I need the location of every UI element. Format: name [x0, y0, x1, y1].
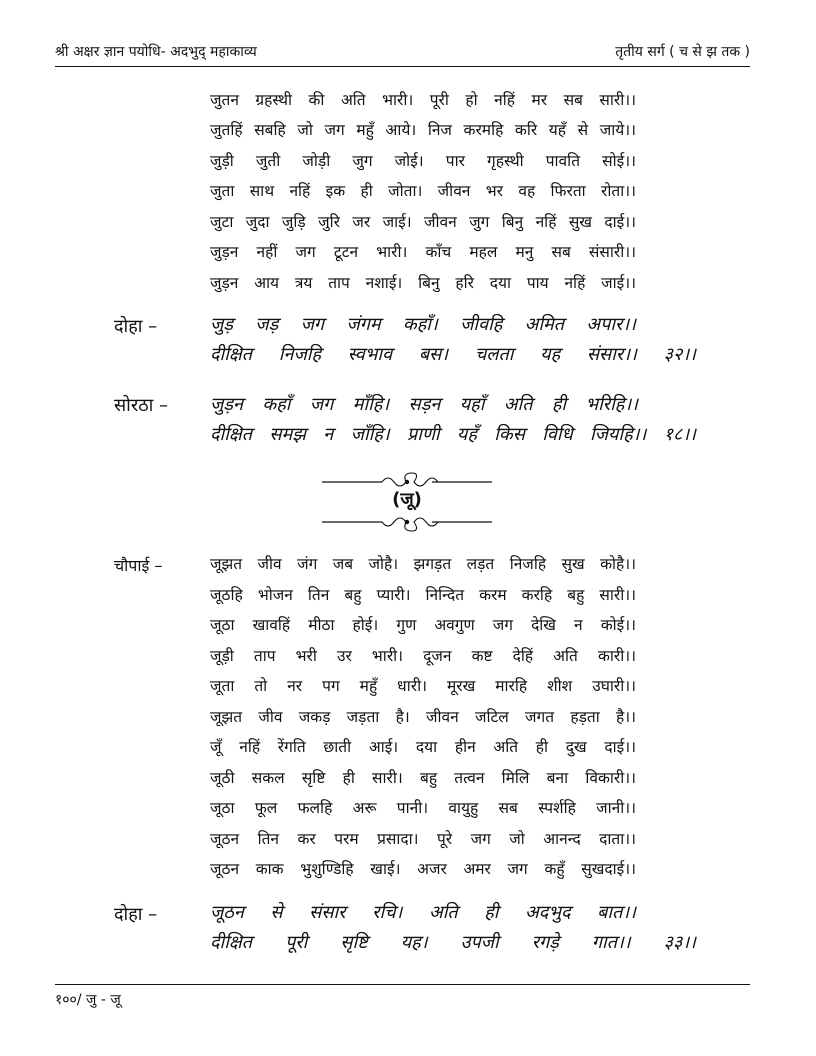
chaupai-line: जूड़ी ताप भरी उर भारी। दूजन कष्ट देहिं अति कारी।। — [210, 647, 636, 665]
running-header-chapter: तृतीय सर्ग ( च से झ तक ) — [615, 44, 750, 60]
ornament-divider-top — [322, 470, 492, 490]
chaupai-line: जूठन काक भुशुण्डिहि खाई। अजर अमर जग कहुँ सुखदाई।। — [210, 860, 636, 878]
chaupai-line: जूँ नहिं रेंगति छाती आई। दया हीन अति ही दुख दाई।। — [210, 738, 636, 756]
doha-line: जुड़ जड़ जग जंगम कहाँ। जीवहि अमित अपार।। — [210, 314, 636, 335]
chaupai-line: जुटा जुदा जुड़ि जुरि जर जाई। जीवन जुग बिनु नहिं सुख दाई।। — [210, 213, 636, 231]
doha-line: जूठन से संसार रचि। अति ही अदभुद बात।। — [210, 902, 636, 923]
header-rule — [55, 66, 750, 67]
doha-line: दीक्षित निजहि स्वभाव बस। चलता यह संसार।। ३२।। — [210, 344, 696, 365]
soratha-label: सोरठा – — [114, 395, 169, 416]
chaupai-line: जूठा खावहिं मीठा होई। गुण अवगुण जग देखि न कोई।। — [210, 616, 636, 634]
chaupai-line: जूठी सकल सृष्टि ही सारी। बहु तत्वन मिलि बना विकारी।। — [210, 769, 636, 787]
chaupai-line: जूता तो नर पग महुँ धारी। मूरख मारहि शीश उघारी।। — [210, 677, 636, 695]
chaupai-line: जूठहि भोजन तिन बहु प्यारी। निन्दित करम करहि बहु सारी।। — [210, 586, 636, 604]
doha-label: दोहा – — [114, 316, 158, 337]
chaupai-line: जूठन तिन कर परम प्रसादा। पूरे जग जो आनन्द दाता।। — [210, 830, 636, 848]
chaupai-line: जुड़न नहीं जग टूटन भारी। काँच महल मनु सब संसारी।। — [210, 243, 636, 261]
chaupai-line: जूठा फूल फलहि अरू पानी। वायुहु सब स्पर्शहि जानी।। — [210, 799, 636, 817]
chaupai-label: चौपाई – — [114, 556, 163, 575]
chaupai-line: जुता साथ नहिं इक ही जोता। जीवन भर वह फिरता रोता।। — [210, 182, 636, 200]
chaupai-line: जूझत जीव जकड़ जड़ता है। जीवन जटिल जगत हड़ता है।। — [210, 708, 636, 726]
running-header-title: श्री अक्षर ज्ञान पयोधि- अदभुद् महाकाव्य — [55, 44, 257, 60]
section-subheading: (जू) — [392, 489, 422, 510]
chaupai-line: जुड़न आय त्रय ताप नशाई। बिनु हरि दया पाय नहिं जाई।। — [210, 274, 636, 292]
footer-rule — [55, 984, 750, 985]
doha-line: दीक्षित पूरी सृष्टि यह। उपजी रगड़े गात।। ३३।। — [210, 932, 696, 953]
soratha-line: दीक्षित समझ न जाँहि। प्राणी यहँ किस विधि जियहि।। १८।। — [210, 424, 696, 445]
ornament-divider-bottom — [322, 514, 492, 534]
chaupai-line: जुतहिं सबहि जो जग महुँ आये। निज करमहि करि यहँ से जाये।। — [210, 121, 636, 139]
chaupai-line: जुतन ग्रहस्थी की अति भारी। पूरी हो नहिं मर सब सारी।। — [210, 91, 636, 109]
chaupai-line: जुड़ी जुती जोड़ी जुग जोई। पार गृहस्थी पावति सोई।। — [210, 152, 636, 170]
page-number: १००/ जु - जू — [55, 992, 121, 1008]
soratha-line: जुड़न कहाँ जग माँहि। सड़न यहाँ अति ही भरिहि।। — [210, 394, 638, 415]
doha-label: दोहा – — [114, 904, 158, 925]
chaupai-line: जूझत जीव जंग जब जोहै। झगड़त लड़त निजहि सुख कोहै।। — [210, 555, 636, 573]
